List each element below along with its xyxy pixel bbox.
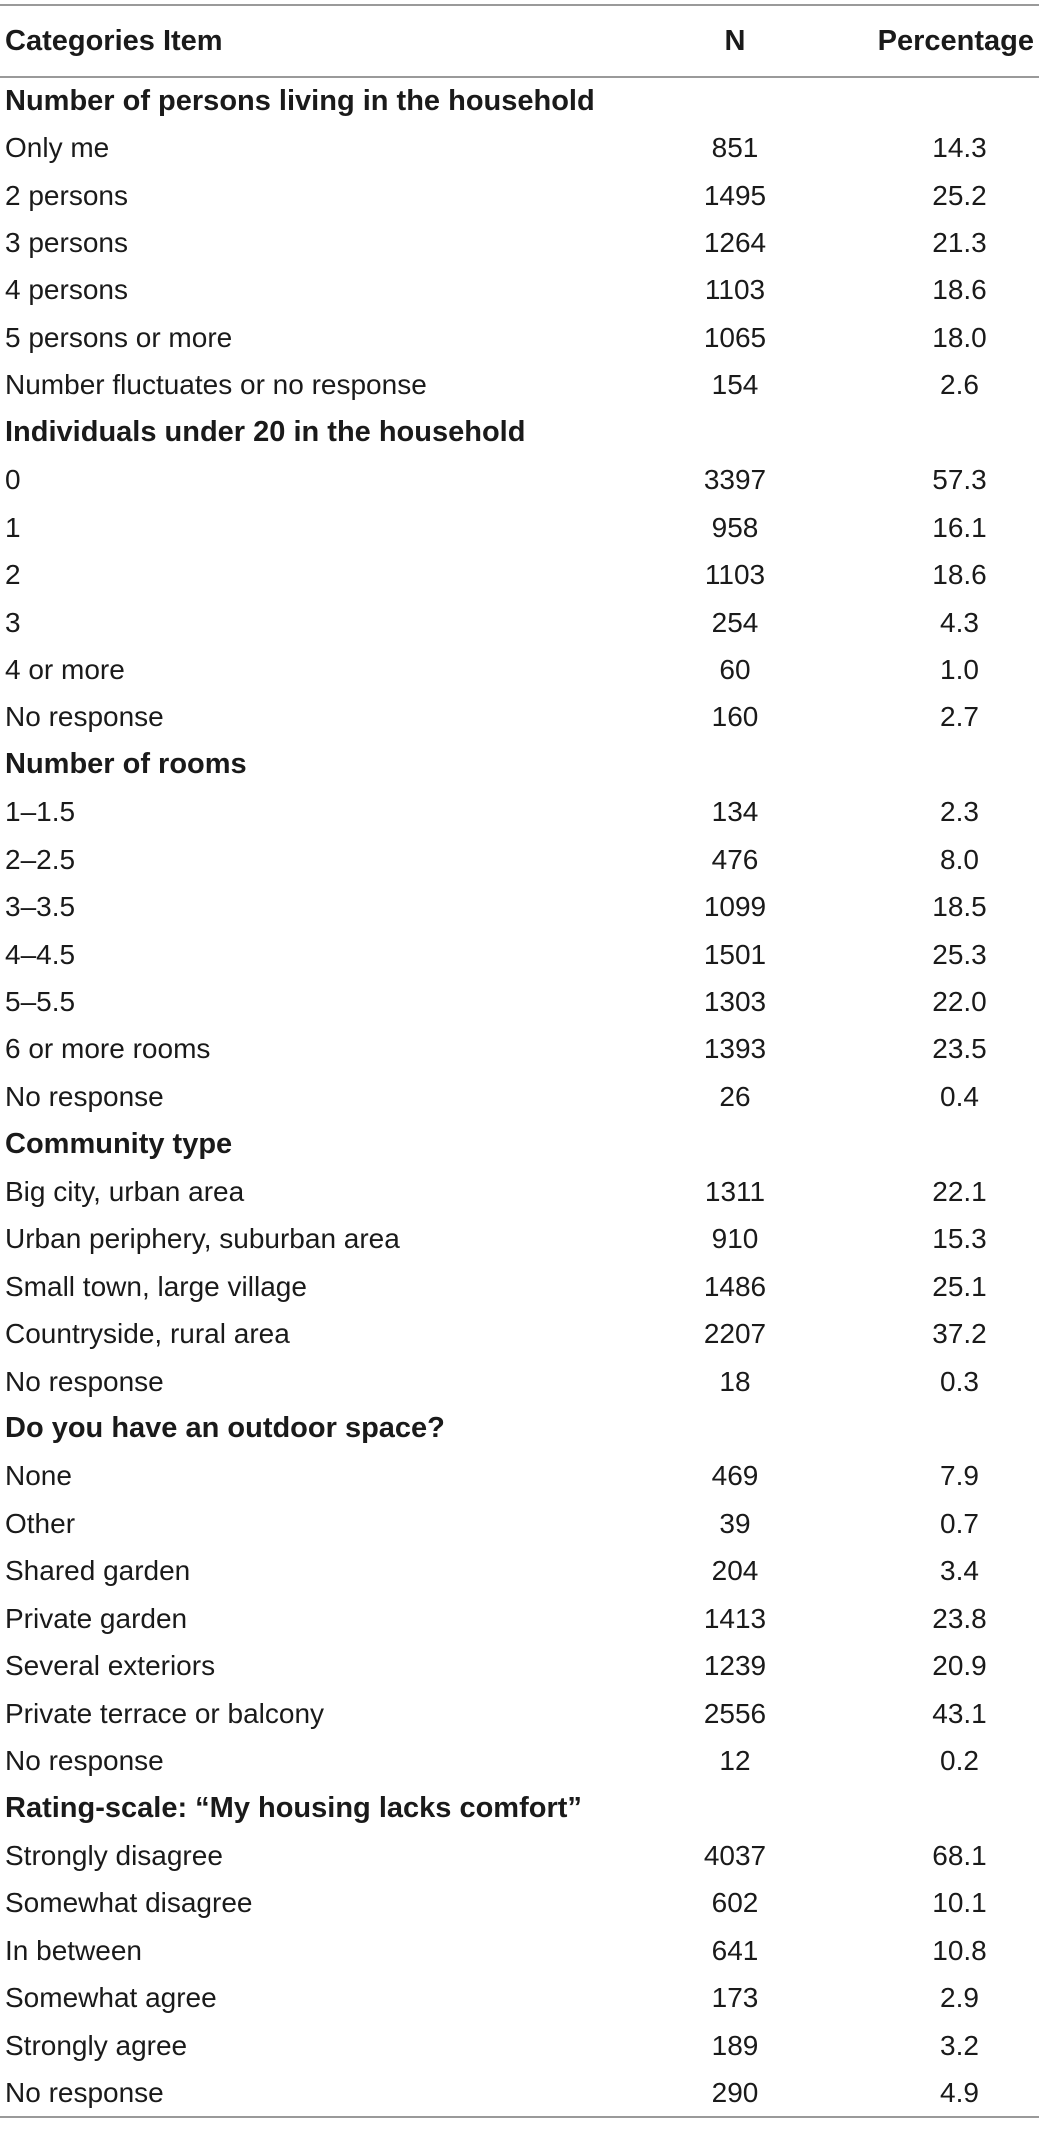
row-percentage-value: 22.0: [932, 986, 987, 1018]
table-row: [0, 646, 1039, 693]
row-n-value: 290: [630, 2069, 840, 2116]
row-n-value: 1103: [704, 274, 766, 306]
header-percentage: Percentage: [840, 5, 1039, 77]
row-percentage-value: 7.9: [940, 1460, 979, 1492]
row-percentage-value: 18.5: [932, 891, 987, 923]
row-percentage-value: 0.3: [940, 1365, 979, 1397]
row-label: Private garden: [5, 1602, 188, 1634]
table-row: [0, 1168, 1039, 1215]
table-row: [0, 2069, 1039, 2116]
table-row: [0, 1690, 1039, 1737]
row-n-value: 1311: [704, 1175, 766, 1207]
row-label: Small town, large village: [5, 1270, 307, 1302]
row-percentage-value: 57.3: [932, 464, 987, 496]
section-title: Number of rooms: [5, 748, 247, 781]
row-label: None: [5, 1460, 72, 1492]
section-header-row: [0, 1121, 1039, 1168]
table-row: [0, 1595, 1039, 1642]
row-percentage-value: 68.1: [932, 1839, 987, 1871]
row-n-value: 204: [711, 1555, 759, 1587]
row-n-value: 2207: [703, 1318, 767, 1350]
row-n-value: 1486: [703, 1270, 767, 1302]
row-label: Private terrace or balcony: [5, 1697, 325, 1729]
table-header: [0, 5, 1039, 77]
table-row: [0, 1880, 1039, 1927]
table-row: [0, 172, 1039, 219]
table-row: [0, 883, 1039, 930]
header-n: N: [630, 5, 840, 77]
row-percentage-value: 23.5: [932, 1033, 987, 1065]
row-percentage-value: 43.1: [932, 1697, 987, 1729]
table-body: [0, 77, 1039, 2117]
row-percentage-value: 25.1: [932, 1270, 987, 1302]
table-row: [0, 1216, 1039, 1263]
table-row: [0, 267, 1039, 314]
row-percentage-value: 15.3: [932, 1223, 987, 1255]
row-percentage-value: 21.3: [932, 227, 987, 259]
row-n-value: 254: [711, 606, 759, 638]
row-n-value: 26: [719, 1080, 751, 1112]
row-n-value: 851: [711, 132, 759, 164]
section-header-row: [0, 1405, 1039, 1452]
section-title: Rating-scale: “My housing lacks comfort”: [5, 1791, 582, 1824]
section-title: Individuals under 20 in the household: [5, 416, 526, 449]
row-label: Somewhat disagree: [5, 1887, 253, 1919]
row-label: Only me: [5, 132, 110, 164]
row-label: 0: [5, 464, 21, 496]
row-label: 2–2.5: [5, 843, 76, 875]
row-n-value: 18: [719, 1365, 751, 1397]
row-label: No response: [5, 701, 164, 733]
row-n-value: 1495: [703, 179, 767, 211]
row-percentage-value: 3.4: [940, 1555, 979, 1587]
table-row: [0, 457, 1039, 504]
section-header-row: [0, 741, 1039, 788]
row-label: Several exteriors: [5, 1650, 216, 1682]
row-label: Other: [5, 1507, 76, 1539]
row-percentage-value: 0.7: [940, 1507, 979, 1539]
row-n-value: 39: [719, 1507, 751, 1539]
row-label: No response: [5, 1745, 164, 1777]
row-n-value: 2556: [703, 1697, 767, 1729]
table-row: [0, 1737, 1039, 1784]
row-label: Somewhat agree: [5, 1982, 217, 2014]
row-percentage-value: 14.3: [932, 132, 987, 164]
row-label: 6 or more rooms: [5, 1033, 211, 1065]
row-n-value: 910: [711, 1223, 759, 1255]
row-percentage-value: 25.3: [932, 938, 987, 970]
household-characteristics-table: [0, 4, 1039, 2118]
table-row: [0, 1975, 1039, 2022]
row-label: 5–5.5: [5, 986, 76, 1018]
table-row: [0, 789, 1039, 836]
row-label: 2: [5, 559, 21, 591]
row-label: 4–4.5: [5, 938, 76, 970]
row-label: Strongly agree: [5, 2029, 188, 2061]
section-header-row: [0, 1785, 1039, 1832]
row-percentage-value: 25.2: [932, 179, 987, 211]
row-n-value: 476: [711, 843, 759, 875]
row-percentage-value: 37.2: [932, 1318, 987, 1350]
table-row: [0, 1927, 1039, 1974]
row-label: 1: [5, 511, 21, 543]
table-row: [0, 551, 1039, 598]
section-title: Do you have an outdoor space?: [5, 1412, 445, 1445]
row-n-value: 602: [711, 1887, 759, 1919]
row-label: 1–1.5: [5, 796, 76, 828]
row-label: Number fluctuates or no response: [5, 369, 427, 401]
table-row: [0, 694, 1039, 741]
section-header-row: [0, 409, 1039, 456]
row-n-value: 1413: [703, 1602, 767, 1634]
row-percentage-value: 18.0: [932, 321, 987, 353]
header-row: [0, 5, 1039, 77]
row-n-value: 1393: [703, 1033, 767, 1065]
row-label: Countryside, rural area: [5, 1318, 290, 1350]
table-row: [0, 1073, 1039, 1120]
table-row: [0, 599, 1039, 646]
row-label: Urban periphery, suburban area: [5, 1223, 400, 1255]
row-n-value: 958: [711, 511, 759, 543]
row-percentage-value: 4.3: [940, 606, 979, 638]
table-row: [0, 219, 1039, 266]
row-label: 4 persons: [5, 274, 128, 306]
row-percentage-value: 2.7: [940, 701, 979, 733]
table-row: [0, 836, 1039, 883]
row-percentage-value: 8.0: [940, 843, 979, 875]
table-row: [0, 124, 1039, 171]
row-label: 3 persons: [5, 227, 128, 259]
row-n-value: 173: [711, 1982, 759, 2014]
row-label: 2 persons: [5, 179, 128, 211]
table-row: [0, 931, 1039, 978]
row-label: 4 or more: [5, 653, 125, 685]
row-percentage-value: 2.9: [940, 1982, 979, 2014]
table-row: [0, 1263, 1039, 1310]
row-label: No response: [0, 2069, 630, 2116]
row-label: In between: [5, 1934, 142, 1966]
row-n-value: 1239: [703, 1650, 767, 1682]
row-n-value: 1501: [703, 938, 767, 970]
table-row: [0, 362, 1039, 409]
row-percentage-value: 1.0: [940, 653, 979, 685]
row-label: Shared garden: [5, 1555, 191, 1587]
row-n-value: 4037: [703, 1839, 767, 1871]
row-label: 3: [5, 606, 21, 638]
row-n-value: 1264: [703, 227, 767, 259]
row-n-value: 1103: [704, 559, 766, 591]
row-label: 3–3.5: [5, 891, 76, 923]
section-title: Number of persons living in the household: [5, 84, 595, 117]
row-percentage-value: 0.4: [940, 1080, 979, 1112]
section-title: Community type: [5, 1127, 233, 1160]
row-n-value: 154: [711, 369, 759, 401]
row-n-value: 3397: [703, 464, 767, 496]
row-percentage-value: 10.8: [932, 1934, 987, 1966]
table-row: [0, 1358, 1039, 1405]
row-n-value: 641: [711, 1934, 759, 1966]
row-percentage-value: 2.3: [940, 796, 979, 828]
row-label: No response: [5, 1365, 164, 1397]
row-percentage-value: 10.1: [932, 1887, 987, 1919]
row-n-value: 189: [711, 2029, 759, 2061]
row-n-value: 1065: [703, 321, 767, 353]
table-row: [0, 978, 1039, 1025]
row-percentage-value: 0.2: [940, 1745, 979, 1777]
table-row: [0, 1453, 1039, 1500]
table-row: [0, 1500, 1039, 1547]
row-percentage-value: 20.9: [932, 1650, 987, 1682]
row-percentage-value: 2.6: [940, 369, 979, 401]
row-percentage-value: 16.1: [932, 511, 987, 543]
table-row: [0, 2022, 1039, 2069]
row-percentage-value: 3.2: [940, 2029, 979, 2061]
row-percentage-value: 23.8: [932, 1602, 987, 1634]
row-n-value: 12: [719, 1745, 751, 1777]
row-n-value: 134: [711, 796, 759, 828]
table-row: [0, 314, 1039, 361]
section-header-row: [0, 77, 1039, 124]
row-percentage-value: 22.1: [932, 1175, 987, 1207]
row-n-value: 1303: [703, 986, 767, 1018]
row-percentage-value: 18.6: [932, 559, 987, 591]
row-percentage-value: 4.9: [840, 2069, 1039, 2116]
table-row: [0, 1642, 1039, 1689]
row-n-value: 469: [711, 1460, 759, 1492]
header-categories-item: Categories Item: [0, 5, 630, 77]
row-n-value: 60: [719, 653, 751, 685]
row-percentage-value: 18.6: [932, 274, 987, 306]
table-row: [0, 1832, 1039, 1879]
table-row: [0, 1548, 1039, 1595]
row-label: Big city, urban area: [5, 1175, 245, 1207]
table-row: [0, 1310, 1039, 1357]
row-label: 5 persons or more: [5, 321, 233, 353]
row-n-value: 160: [711, 701, 759, 733]
row-label: No response: [5, 1080, 164, 1112]
row-n-value: 1099: [703, 891, 767, 923]
table-row: [0, 504, 1039, 551]
table-row: [0, 1026, 1039, 1073]
row-label: Strongly disagree: [5, 1839, 223, 1871]
